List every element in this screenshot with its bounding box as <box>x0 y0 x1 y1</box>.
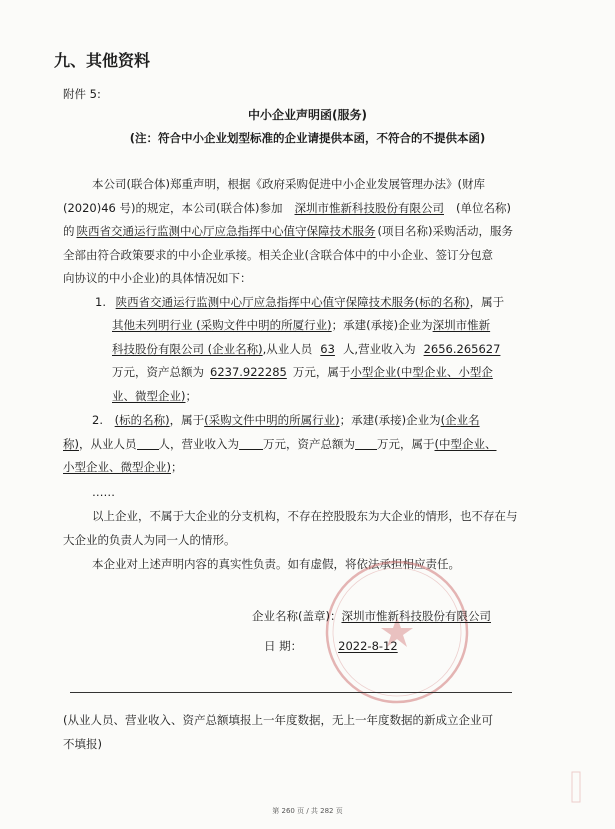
item2-assets-blank <box>355 437 377 450</box>
attachment-label: 附件 5: <box>63 87 101 101</box>
footnote-line1: (从业人员、营业收入、资产总额填报上一年度数据，无上一年度数据的新成立企业可 <box>63 713 493 727</box>
company-seal <box>322 557 472 707</box>
para2-line2: 大企业的负责人为同一人的情形。 <box>63 533 236 547</box>
item2-staff-blank <box>137 437 159 450</box>
page-footer: 第 260 页 / 共 282 页 <box>272 807 343 815</box>
item1-line5: 业、微型企业)； <box>112 389 197 403</box>
item2-subject: (标的名称) <box>114 413 170 427</box>
item1-contractor-a: 深圳市惟新 <box>432 318 491 332</box>
item1-assets: 6237.922285 <box>210 365 287 379</box>
declaration-note: (注：符合中小企业划型标准的企业请提供本函，不符合的不提供本函) <box>129 131 486 145</box>
para1-line5: 向协议的中小企业)的具体情况如下： <box>63 271 252 285</box>
item1-line1: 1. 陕西省交通运行监测中心厅应急指挥中心值守保障技术服务(标的名称)，属于 <box>95 295 505 309</box>
item1-subject: 陕西省交通运行监测中心厅应急指挥中心值守保障技术服务(标的名称) <box>115 295 470 309</box>
item1-revenue: 2656.265627 <box>423 342 501 356</box>
item1-staff: 63 <box>320 342 335 356</box>
signature-company-line: 企业名称(盖章)：深圳市惟新科技股份有限公司 <box>252 609 491 623</box>
item1-line2: 其他未列明行业 (采购文件中明的所厦行业)；承建(承接)企业为深圳市惟新 <box>112 318 491 332</box>
section-heading: 九、其他资料 <box>54 51 151 70</box>
signature-date: 2022-8-12 <box>338 639 398 653</box>
ellipsis: …… <box>92 485 115 499</box>
para2-line1: 以上企业，不属于大企业的分支机构，不存在控股股东为大企业的情形，也不存在与 <box>92 509 518 523</box>
item1-contractor-b: 科技股份有限公司 (企业名称) <box>112 342 263 356</box>
project-name-fill: 陕西省交通运行监测中心厅应急指挥中心值守保障技术服务 <box>76 224 376 238</box>
item1-line4: 万元，资产总额为 6237.922285 万元，属于小型企业(中型企业、小型企 <box>112 365 493 379</box>
item2-line2: 称)，从业人员 人，营业收入为 万元，资产总额为 万元，属于(中型企业、 <box>63 437 497 451</box>
edge-stamp-mark <box>569 770 583 804</box>
para1-line1: 本公司(联合体)郑重声明，根据《政府采购促进中小企业发展管理办法》(财库 <box>92 177 485 191</box>
item1-line3: 科技股份有限公司 (企业名称),从业人员 63 人,营业收入为 2656.265627 <box>112 342 501 356</box>
footnote-line2: 不填报) <box>63 737 102 751</box>
item1-industry: 其他未列明行业 (采购文件中明的所厦行业) <box>112 318 332 332</box>
item2-contractor-a: (企业名 <box>440 413 480 427</box>
para1-line2: (2020)46 号)的规定，本公司(联合体)参加 深圳市惟新科技股份有限公司 (单位名称) <box>63 201 511 215</box>
item2-contractor-b: 称) <box>63 437 79 451</box>
edge-stamp-shape <box>572 772 580 802</box>
item2-size-b: 小型企业、微型企业) <box>63 460 171 474</box>
declaration-title: 中小企业声明函(服务) <box>248 108 367 122</box>
item1-size-b: 业、微型企业) <box>112 389 186 403</box>
item2-size-a: (中型企业、 <box>434 437 497 451</box>
item2-revenue-blank <box>239 437 263 450</box>
para1-line4: 全部由符合政策要求的中小企业承接。相关企业(含联合体中的中小企业、签订分包意 <box>63 248 493 262</box>
divider-line <box>70 692 512 693</box>
item2-line3: 小型企业、微型企业)； <box>63 460 183 474</box>
signature-company: 深圳市惟新科技股份有限公司 <box>341 609 491 623</box>
signature-date-line: 日 期： 2022-8-12 <box>264 638 428 654</box>
item2-line1: 2. (标的名称)，属于(采购文件中明的所属行业)；承建(承接)企业为(企业名 <box>92 413 480 427</box>
para1-line3: 的 陕西省交通运行监测中心厅应急指挥中心值守保障技术服务 (项目名称)采购活动，服务 <box>63 224 513 238</box>
company-name-fill: 深圳市惟新科技股份有限公司 <box>294 201 444 215</box>
para3: 本企业对上述声明内容的真实性负责。如有虚假，将依法承担相应责任。 <box>92 557 460 571</box>
item1-size-a: 小型企业(中型企业、小型企 <box>350 365 493 379</box>
item2-industry: (采购文件中明的所属行业) <box>204 413 340 427</box>
